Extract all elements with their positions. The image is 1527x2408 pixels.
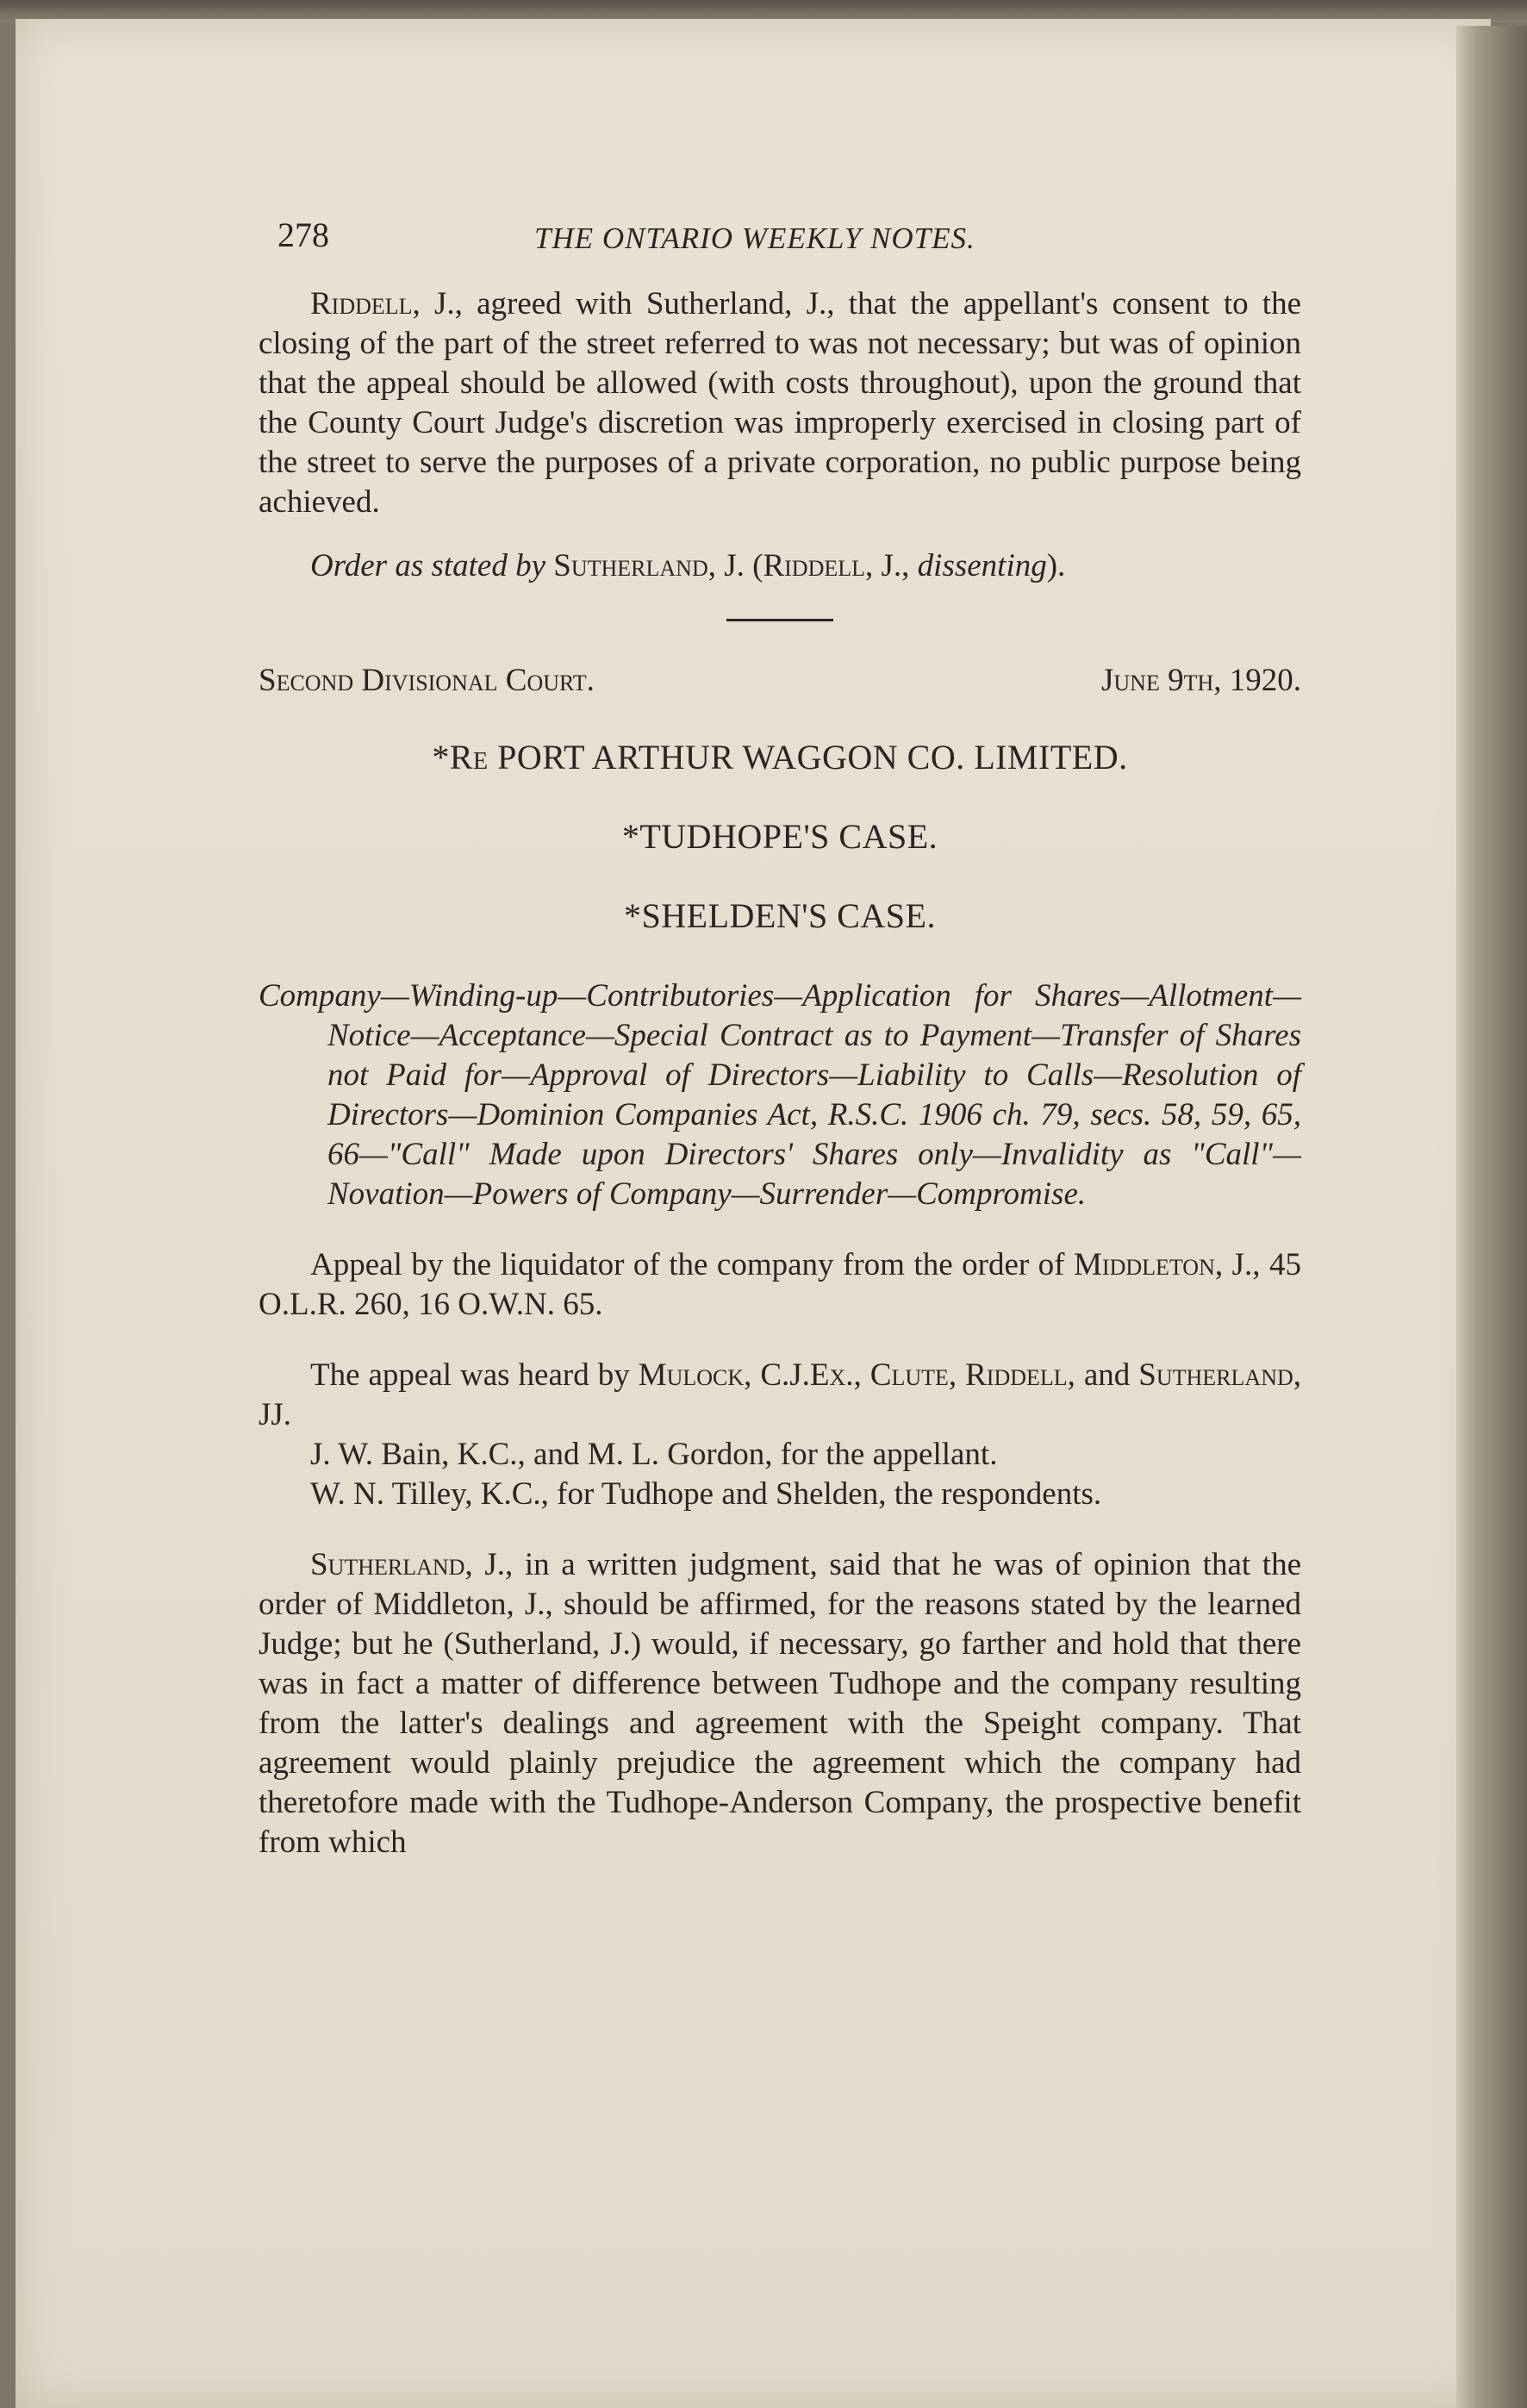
- page-number: 278: [277, 215, 329, 254]
- case-subtitle-shelden: *SHELDEN'S CASE.: [624, 896, 936, 935]
- paragraph-riddell: [259, 284, 1301, 522]
- counsel-respondents: W. N. Tilley, K.C., for Tudhope and Shelden, the respondents.: [310, 1476, 1102, 1512]
- paragraph-text: , J., agreed with Sutherland, J., that the appellant's consent to the closing of the part of the street referred to was not necessary; but was of opinion that the appeal should be allowed (with costs throughout), upon the ground that the County Court Judge's discretion was improperly exercised in closing part of the street to serve the purposes of a private corporation, no public purpose being achieved.: [259, 286, 1301, 520]
- appeal-paragraph: Appeal by the liquidator of the company from the order of Middleton, J., 45 O.L.R. 260, 16 O.W.N. 65.: [259, 1247, 1301, 1322]
- heard-paragraph: The appeal was heard by Mulock, C.J.Ex., Clute, Riddell, and Sutherland, JJ.: [259, 1357, 1301, 1432]
- judgment-paragraph: Sutherland, J., in a written judgment, said that he was of opinion that the order of Middleton, J., should be affirmed, for the reasons stated by the learned Judge; but he (Sutherland, J.) would, if necessary, go farther and hold that there was in fact a matter of difference between Tudhope and the company resulting from the latter's dealings and agreement with the Speight company. That agreement would plainly prejudice the agreement which the company had theretofore made with the Tudhope-Anderson Company, the prospective benefit from which: [259, 1547, 1301, 1860]
- counsel-appellant: J. W. Bain, K.C., and M. L. Gordon, for the appellant.: [310, 1437, 998, 1472]
- case-title: *Re PORT ARTHUR WAGGON CO. LIMITED.: [432, 738, 1128, 777]
- order-line: Order as stated by Sutherland, J. (Riddell, J., dissenting).: [310, 548, 1066, 583]
- court-name: Second Divisional Court.: [259, 663, 595, 698]
- book-spine-edge: [1456, 26, 1527, 2408]
- page-content: [259, 215, 1301, 1862]
- court-line: [259, 661, 1301, 701]
- page-header: [259, 215, 1301, 267]
- running-head: THE ONTARIO WEEKLY NOTES.: [534, 221, 975, 255]
- catchwords: Company—Winding-up—Contributories—Application for Shares—Allotment—Notice—Acceptance—Special Contract as to Payment—Transfer of Shares not Paid for—Approval of Directors—Liability to Calls—Resolution of Directors—Dominion Companies Act, R.S.C. 1906 ch. 79, secs. 58, 59, 65, 66—"Call" Made upon Directors' Shares only—Invalidity as "Call"—Novation—Powers of Company—Surrender—Compromise.: [259, 978, 1301, 1212]
- case-subtitle-tudhope: *TUDHOPE'S CASE.: [621, 817, 938, 856]
- court-date: June 9th, 1920.: [1101, 663, 1301, 698]
- section-divider: [726, 619, 833, 621]
- judge-name: Riddell: [310, 286, 413, 321]
